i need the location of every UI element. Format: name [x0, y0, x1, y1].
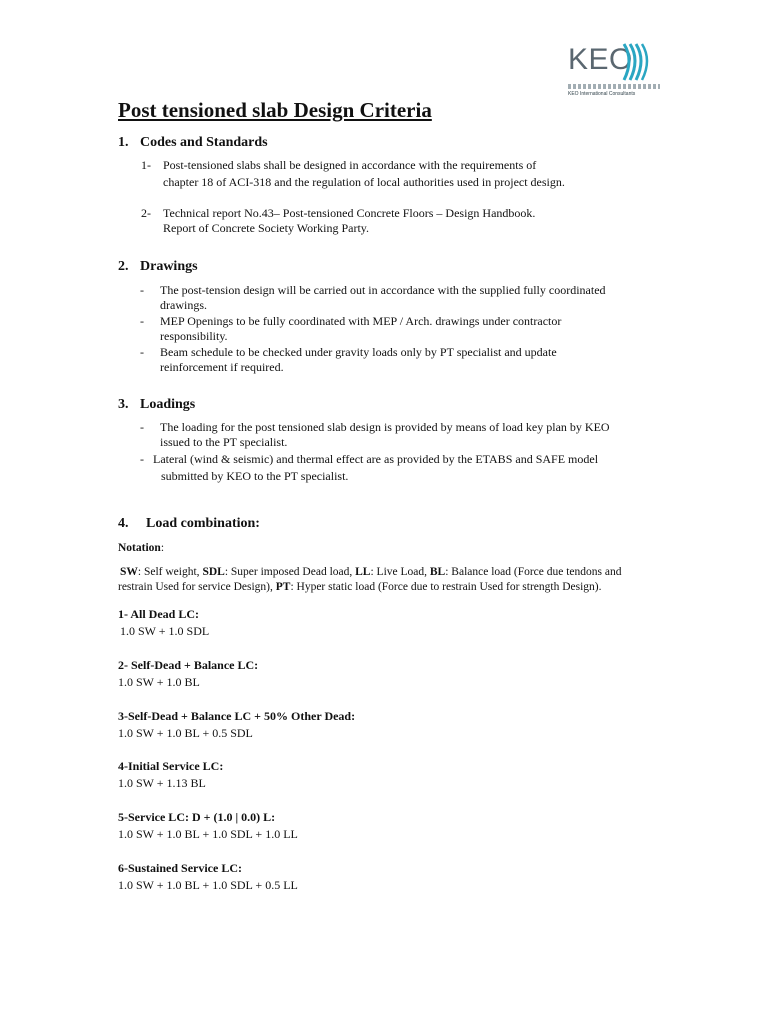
section-title: Codes and Standards: [140, 135, 268, 150]
section-heading-drawings: [118, 258, 198, 276]
list-marker: -: [140, 345, 144, 359]
load-case-title: 5-Service LC: D + (1.0 | 0.0) L:: [118, 810, 276, 824]
logo-text: KEO: [568, 43, 633, 76]
load-case-formula: 1.0 SW + 1.0 BL: [118, 675, 200, 689]
section-number: 2.: [118, 259, 129, 274]
list-item-text: Lateral (wind & seismic) and thermal effect are as provided by the ETABS and SAFE model: [153, 452, 599, 466]
notation-line-2: restrain Used for service Design), PT: Hyper static load (Force due to restrain Used for strength Design).: [118, 581, 602, 593]
load-case-title: 3-Self-Dead + Balance LC + 50% Other Dead:: [118, 709, 356, 723]
section-heading-load-combination: [118, 515, 260, 533]
section-number: 3.: [118, 397, 129, 412]
load-case-title: 2- Self-Dead + Balance LC:: [118, 658, 259, 672]
logo-subtitle: KEO International Consultants: [568, 91, 636, 97]
list-item-text: The loading for the post tensioned slab design is provided by means of load key plan by KEO: [160, 420, 610, 434]
list-item-text: Report of Concrete Society Working Party.: [163, 221, 369, 235]
notation-label: Notation:: [118, 542, 165, 554]
load-case-title: 6-Sustained Service LC:: [118, 861, 242, 875]
list-item-text: reinforcement if required.: [160, 360, 284, 374]
load-case-title: 1- All Dead LC:: [118, 607, 199, 621]
list-item-text: responsibility.: [160, 329, 228, 343]
notation-line-1: SW: Self weight, SDL: Super imposed Dead load, LL: Live Load, BL: Balance load (Force due tendons and: [120, 566, 622, 578]
list-marker: -: [140, 420, 144, 434]
load-case-formula: 1.0 SW + 1.13 BL: [118, 776, 206, 790]
section-title: Load combination:: [146, 516, 260, 531]
list-marker: -: [140, 452, 144, 466]
section-title: Drawings: [140, 259, 198, 274]
list-item-text: Technical report No.43– Post-tensioned Concrete Floors – Design Handbook.: [163, 206, 536, 220]
list-item-text: Post-tensioned slabs shall be designed in accordance with the requirements of: [163, 158, 537, 172]
logo-arabic-script: [568, 84, 660, 89]
list-marker: -: [140, 314, 144, 328]
load-case-formula: 1.0 SW + 1.0 BL + 1.0 SDL + 1.0 LL: [118, 827, 298, 841]
list-item-text: Beam schedule to be checked under gravity loads only by PT specialist and update: [160, 345, 557, 359]
list-item-text: The post-tension design will be carried out in accordance with the supplied fully coordinated: [160, 283, 606, 297]
list-item-text: submitted by KEO to the PT specialist.: [161, 469, 349, 483]
list-item-text: MEP Openings to be fully coordinated with MEP / Arch. drawings under contractor: [160, 314, 562, 328]
keo-logo: [560, 40, 660, 102]
list-marker: -: [140, 283, 144, 297]
section-title: Loadings: [140, 397, 196, 412]
list-item-text: drawings.: [160, 298, 207, 312]
section-number: 4.: [118, 516, 129, 531]
list-item-text: issued to the PT specialist.: [160, 435, 288, 449]
load-case-title: 4-Initial Service LC:: [118, 759, 224, 773]
section-heading-loadings: [118, 396, 195, 414]
section-heading-codes: [118, 134, 268, 152]
document-title: Post tensioned slab Design Criteria: [118, 98, 432, 122]
section-number: 1.: [118, 135, 129, 150]
load-case-formula: 1.0 SW + 1.0 SDL: [120, 624, 210, 638]
list-marker: 2-: [141, 206, 151, 220]
load-case-formula: 1.0 SW + 1.0 BL + 0.5 SDL: [118, 726, 253, 740]
load-case-formula: 1.0 SW + 1.0 BL + 1.0 SDL + 0.5 LL: [118, 878, 298, 892]
logo-wave-icon: [620, 42, 654, 82]
list-item-text: chapter 18 of ACI-318 and the regulation of local authorities used in project design.: [163, 175, 565, 189]
list-marker: 1-: [141, 158, 151, 172]
